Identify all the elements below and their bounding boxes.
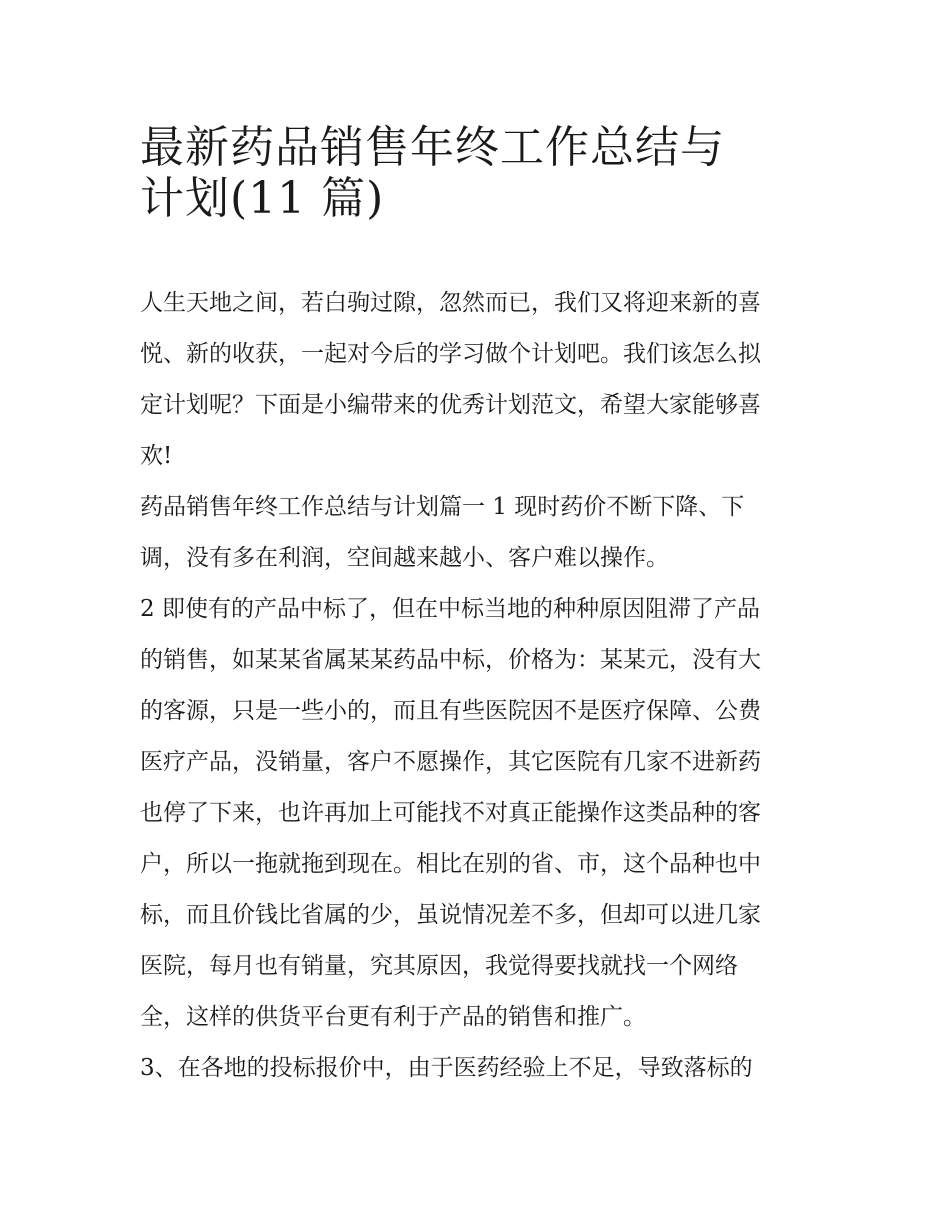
text-line: 标，而且价钱比省属的少，虽说情况差不多，但却可以进几家 (140, 902, 761, 928)
text-line: 调，没有多在利润，空间越来越小、客户难以操作。 (140, 545, 669, 571)
text-line: 全，这样的供货平台更有利于产品的销售和推广。 (140, 1004, 646, 1030)
paragraph-intro (140, 278, 820, 482)
text-line: 户，所以一拖就拖到现在。相比在别的省、市，这个品种也中 (140, 851, 761, 877)
title-line: 最新药品销售年终工作总结与 (140, 122, 725, 173)
text-line: 的客源，只是一些小的，而且有些医院因不是医疗保障、公费 (140, 698, 761, 724)
text-line: 的销售，如某某省属某某药品中标，价格为：某某元，没有大 (140, 647, 761, 673)
document-body (140, 278, 820, 1094)
text-line: 药品销售年终工作总结与计划篇一 1 现时药价不断下降、下 (140, 494, 745, 520)
text-line: 3、在各地的投标报价中，由于医药经验上不足，导致落标的 (140, 1055, 753, 1081)
text-line: 人生天地之间，若白驹过隙，忽然而已，我们又将迎来新的喜 (140, 290, 761, 316)
text-line: 悦、新的收获，一起对今后的学习做个计划吧。我们该怎么拟 (140, 341, 761, 367)
text-line: 医疗产品，没销量，客户不愿操作，其它医院有几家不进新药 (140, 749, 761, 775)
paragraph-section-2 (140, 584, 820, 1043)
paragraph-section-1 (140, 482, 820, 584)
title-line: 计划(11 篇) (140, 173, 385, 224)
text-line: 定计划呢？下面是小编带来的优秀计划范文，希望大家能够喜 (140, 392, 761, 418)
text-line: 也停了下来，也许再加上可能找不对真正能操作这类品种的客 (140, 800, 761, 826)
paragraph-section-3 (140, 1043, 820, 1094)
text-line: 医院，每月也有销量，究其原因，我觉得要找就找一个网络 (140, 953, 738, 979)
document-title (140, 110, 820, 224)
text-line: 2 即使有的产品中标了，但在中标当地的种种原因阻滞了产品 (140, 596, 760, 622)
text-line: 欢! (140, 443, 173, 469)
